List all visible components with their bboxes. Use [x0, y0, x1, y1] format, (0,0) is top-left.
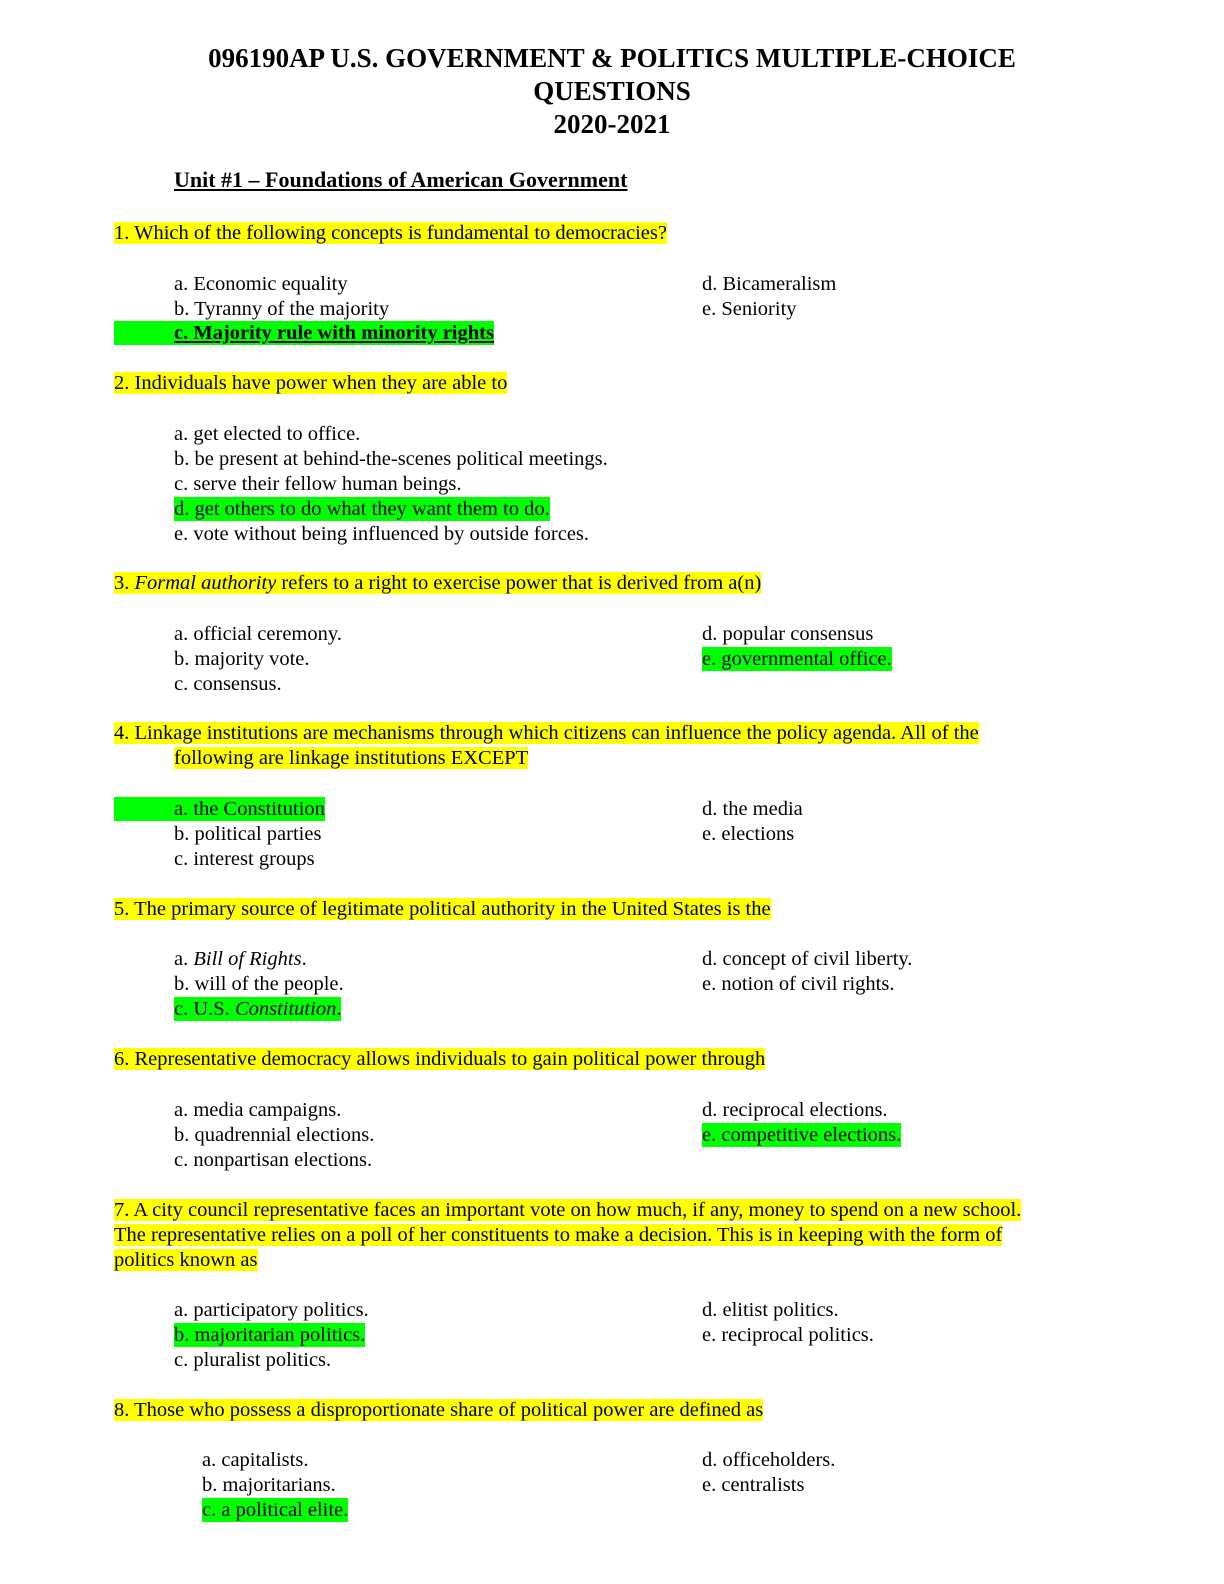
q2-option-a: a. get elected to office. — [174, 423, 361, 445]
q2-option-e: e. vote without being influenced by outside forces. — [174, 523, 590, 545]
title-line-2: QUESTIONS — [533, 76, 691, 106]
q7-option-b-answer: b. majoritarian politics. — [174, 1324, 366, 1346]
document-title — [0, 42, 1224, 141]
q1-option-a: a. Economic equality — [174, 273, 348, 295]
question-7-stem-line-2: The representative relies on a poll of her constituents to make a decision. This is in keeping with the form of — [114, 1224, 1003, 1246]
q6-option-a: a. media campaigns. — [174, 1099, 342, 1121]
question-2-stem: 2. Individuals have power when they are able to — [114, 372, 508, 394]
q4-option-c: c. interest groups — [174, 848, 315, 870]
q7-option-e: e. reciprocal politics. — [702, 1324, 874, 1346]
q1-option-d: d. Bicameralism — [702, 273, 837, 295]
q1-option-b: b. Tyranny of the majority — [174, 298, 390, 320]
q6-option-c: c. nonpartisan elections. — [174, 1149, 373, 1171]
q8-option-d: d. officeholders. — [702, 1449, 836, 1471]
question-7-stem: 7. A city council representative faces an important vote on how much, if any, money to spend on a new school. — [114, 1199, 1022, 1221]
q7-option-c: c. pluralist politics. — [174, 1349, 332, 1371]
question-5-stem: 5. The primary source of legitimate political authority in the United States is the — [114, 898, 771, 920]
title-line-1: 096190AP U.S. GOVERNMENT & POLITICS MULTIPLE-CHOICE — [208, 43, 1016, 73]
q3-option-e-answer: e. governmental office. — [702, 648, 892, 670]
question-4-stem-cont: following are linkage institutions EXCEPT — [174, 747, 529, 769]
question-7-stem-line-3: politics known as — [114, 1249, 258, 1271]
q3-option-b: b. majority vote. — [174, 648, 310, 670]
question-6-stem: 6. Representative democracy allows individuals to gain political power through — [114, 1048, 766, 1070]
title-line-3: 2020-2021 — [553, 109, 671, 139]
q8-option-e: e. centralists — [702, 1474, 805, 1496]
q1-option-c-answer: c. Majority rule with minority rights — [114, 321, 494, 345]
q6-option-b: b. quadrennial elections. — [174, 1124, 375, 1146]
q5-option-b: b. will of the people. — [174, 973, 344, 995]
q1-option-e: e. Seniority — [702, 298, 797, 320]
question-8-stem: 8. Those who possess a disproportionate share of political power are defined as — [114, 1399, 764, 1421]
q2-option-d-answer: d. get others to do what they want them to do. — [174, 498, 550, 520]
unit-heading: Unit #1 – Foundations of American Government — [174, 167, 628, 192]
q6-option-e-answer: e. competitive elections. — [702, 1124, 902, 1146]
q5-option-c-answer: c. U.S. Constitution. — [174, 998, 342, 1020]
q8-option-b: b. majoritarians. — [202, 1474, 336, 1496]
q2-option-b: b. be present at behind-the-scenes political meetings. — [174, 448, 608, 470]
q4-option-d: d. the media — [702, 798, 803, 820]
q3-option-a: a. official ceremony. — [174, 623, 342, 645]
q3-option-d: d. popular consensus — [702, 623, 874, 645]
q3-option-c: c. consensus. — [174, 673, 282, 695]
question-1-stem: 1. Which of the following concepts is fundamental to democracies? — [114, 222, 667, 244]
q5-option-d: d. concept of civil liberty. — [702, 948, 913, 970]
q4-option-e: e. elections — [702, 823, 795, 845]
q2-option-c: c. serve their fellow human beings. — [174, 473, 462, 495]
q7-option-a: a. participatory politics. — [174, 1299, 369, 1321]
q5-option-e: e. notion of civil rights. — [702, 973, 895, 995]
q8-option-a: a. capitalists. — [202, 1449, 309, 1471]
q5-option-a: a. Bill of Rights. — [174, 948, 307, 970]
q4-option-a-answer: a. the Constitution — [114, 797, 325, 821]
question-4-stem: 4. Linkage institutions are mechanisms through which citizens can influence the policy agenda. All of the — [114, 722, 979, 744]
q4-option-b: b. political parties — [174, 823, 322, 845]
q6-option-d: d. reciprocal elections. — [702, 1099, 888, 1121]
q7-option-d: d. elitist politics. — [702, 1299, 839, 1321]
q8-option-c-answer: c. a political elite. — [202, 1499, 349, 1521]
question-3-stem: 3. Formal authority refers to a right to exercise power that is derived from a(n) — [114, 572, 762, 594]
